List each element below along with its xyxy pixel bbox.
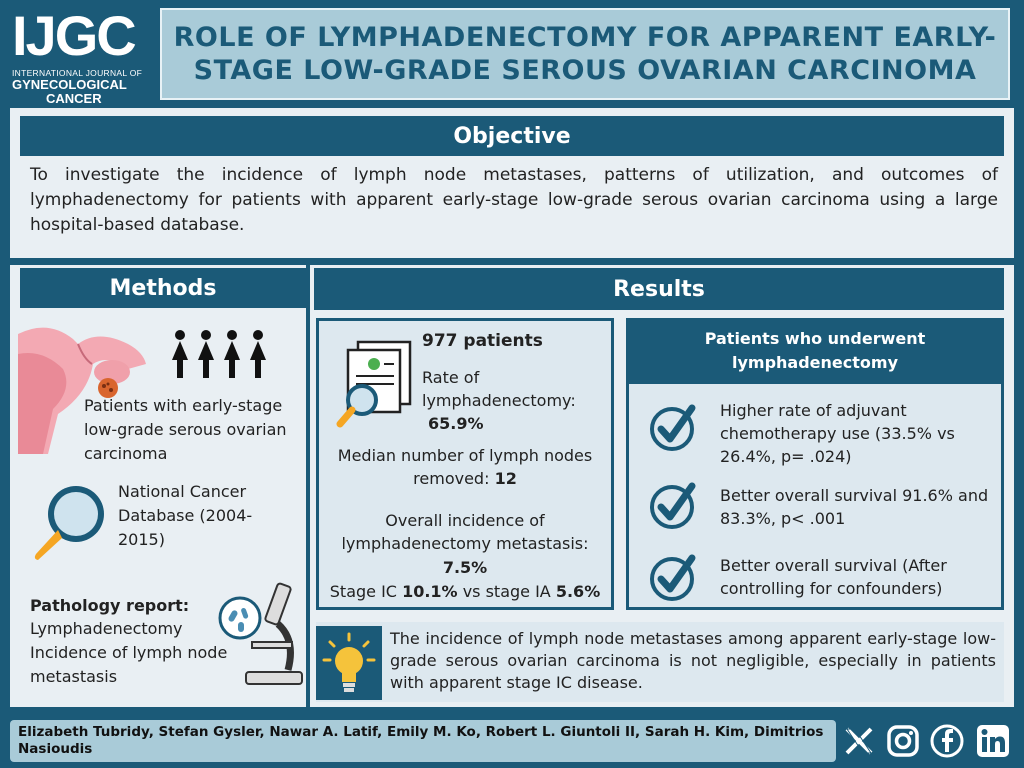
checkmark-icon [648,402,698,452]
checkmark-icon [648,480,698,530]
stage-ia-value: 5.6% [555,582,601,601]
author-list: Elizabeth Tubridy, Stefan Gysler, Nawar A. Latif, Emily M. Ko, Robert L. Giuntoli II, Sarah H. Kim, Dimitrios Nasioudis [18,724,824,757]
results-heading: Results [314,268,1004,310]
methods-patients: Patients with early-stage low-grade serous ovarian carcinoma [84,396,287,463]
incidence-label: Overall incidence of lymphadenectomy metastasis: [341,511,589,553]
median-label: Median number of lymph nodes removed: [337,446,593,488]
logo-abbreviation: IJGC [12,4,135,67]
stage-ic-label: Stage IC [329,582,397,601]
microscope-icon [216,580,304,690]
journal-logo [12,4,152,106]
methods-database: National Cancer Database (2004-2015) [118,482,253,549]
page-title: ROLE OF LYMPHADENECTOMY FOR APPARENT EARLY-STAGE LOW-GRADE SEROUS OVARIAN CARCINOMA [173,22,997,86]
rate-label: Rate of lymphadenectomy: [422,368,576,410]
lymphadenectomy-heading-text: Patients who underwent lymphadenectomy [704,329,926,372]
rate-value: 65.9% [428,414,484,433]
x-icon[interactable] [840,722,878,760]
objective-text: To investigate the incidence of lymph node metastases, patterns of utilization, and outcomes of lymphadenectomy for patients with apparent early-stage low-grade serous ovarian carcinoma using a large hospital-based database. [30,165,998,235]
pathology-item-lymphadenectomy: Lymphadenectomy [30,619,183,638]
pathology-title: Pathology report: [30,596,190,615]
logo-line2: GYNECOLOGICAL [12,77,127,92]
logo-line1: INTERNATIONAL JOURNAL OF [12,68,143,78]
median-value: 12 [494,469,517,488]
linkedin-icon[interactable] [974,722,1012,760]
facebook-icon[interactable] [928,722,966,760]
woman-icon [168,330,278,380]
lymphadenectomy-heading [626,318,1004,384]
lightbulb-icon [316,626,382,700]
logo-line3: CANCER [46,91,102,106]
lightbulb-box [316,626,382,700]
outcome-chemotherapy: Higher rate of adjuvant chemotherapy use (33.5% vs 26.4%, p= .024) [720,401,955,466]
stage-ic-value: 10.1% [402,582,458,601]
methods-heading: Methods [20,268,306,308]
magnifier-icon [28,480,112,564]
conclusion-text: The incidence of lymph node metastases among apparent early-stage low-grade serous ovarian carcinoma is not negligible, especially in patients with apparent stage IC disease. [390,629,996,692]
title-banner [160,8,1010,100]
document-icon [336,338,416,428]
instagram-icon[interactable] [884,722,922,760]
patients-count: 977 patients [422,331,543,351]
incidence-value: 7.5% [442,558,488,577]
objective-heading: Objective [20,116,1004,156]
outcome-survival: Better overall survival 91.6% and 83.3%, p< .001 [720,486,989,528]
outcome-survival-adjusted: Better overall survival (After controlling for confounders) [720,556,947,598]
checkmark-icon [648,552,698,602]
pathology-item-incidence: Incidence of lymph node metastasis [30,643,228,686]
stage-vs-label: vs stage IA [462,582,551,601]
